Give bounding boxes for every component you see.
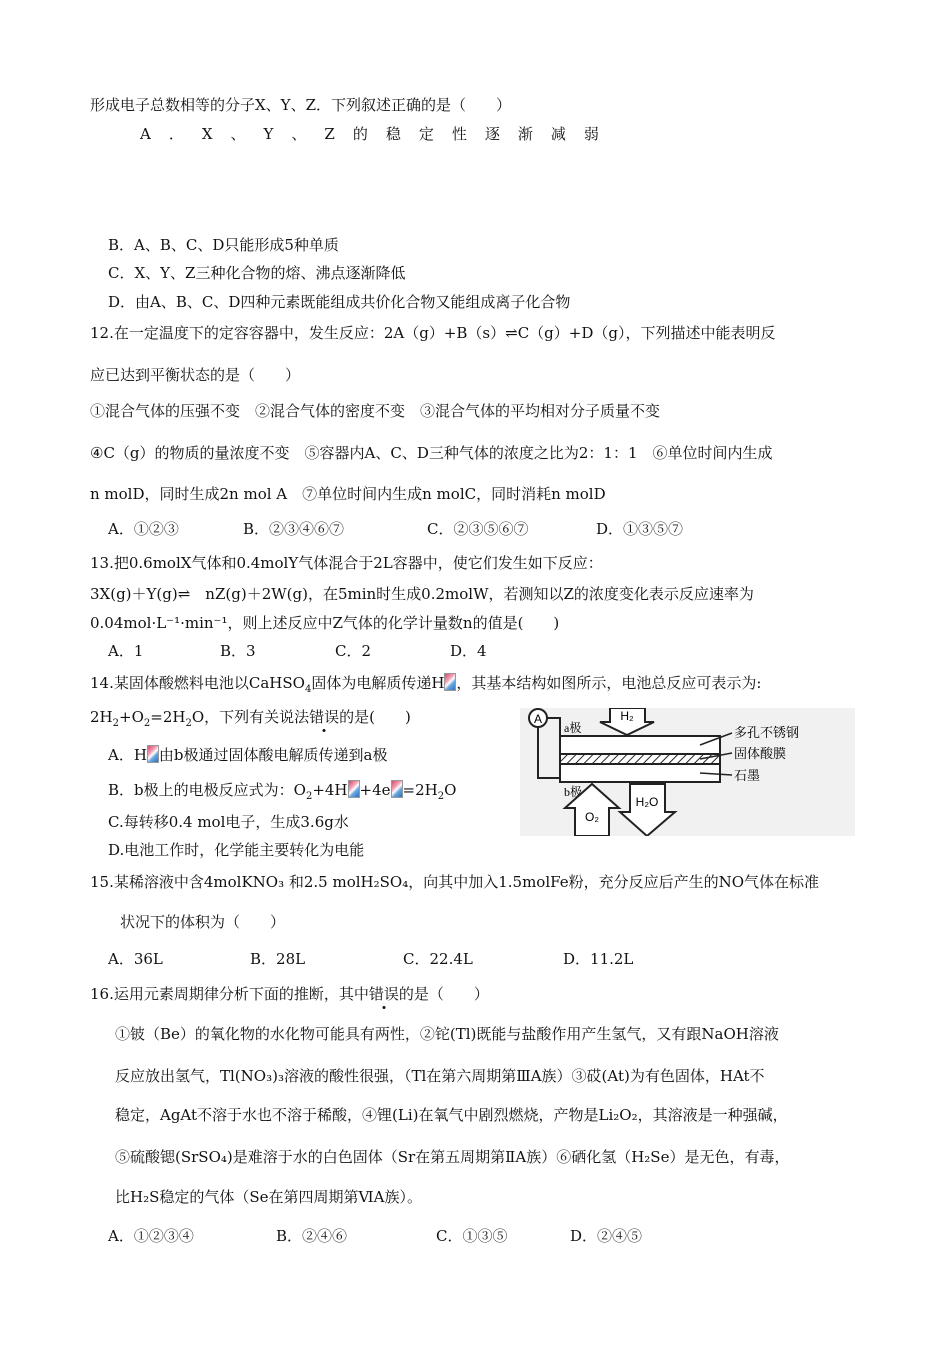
legend-porous-steel: 多孔不锈钢 bbox=[734, 725, 800, 740]
q14-stem-2: $2H_2+O_2=2H_2O$，下列有关说法错误的是( ) bbox=[90, 708, 411, 729]
q16-option-c: C．①③⑤ bbox=[436, 1227, 508, 1245]
q12-option-d: D．①③⑤⑦ bbox=[596, 520, 684, 538]
q12-stem-2: 应已达到平衡状态的是（ ） bbox=[90, 366, 301, 384]
electrode-a bbox=[560, 736, 720, 754]
q16-option-a: A．①②③④ bbox=[108, 1227, 194, 1245]
q13-stem-2: 3X(g)＋Y(g)⇌ nZ(g)＋2W(g)，在5min时生成0.2molW，若测知以Z的浓度变化表示反应速率为 bbox=[90, 585, 754, 603]
q16-option-d: D．②④⑤ bbox=[570, 1227, 643, 1245]
q15-stem-2: 状况下的体积为（ ） bbox=[120, 913, 286, 931]
ammeter-label: A bbox=[533, 712, 543, 726]
o2-label: O₂ bbox=[585, 810, 599, 824]
q12-option-b: B．②③④⑥⑦ bbox=[243, 520, 345, 538]
q11-option-d: D．由A、B、C、D四种元素既能组成共价化合物又能组成离子化合物 bbox=[108, 293, 571, 311]
legend-graphite: 石墨 bbox=[734, 768, 761, 783]
q12-conditions-2: ④C（g）的物质的量浓度不变 ⑤容器内A、C、D三种气体的浓度之比为2：1：1 ⑥单位时间内生成 bbox=[90, 444, 773, 462]
q13-option-a: A．1 bbox=[108, 642, 144, 660]
q13-option-b: B．3 bbox=[220, 642, 256, 660]
q14-option-b: B．b极上的电极反应式为：$O_2+4H +4e =2H_2O$ bbox=[108, 781, 457, 802]
h2-label: H₂ bbox=[620, 709, 634, 723]
emphasis-dots: 错误 bbox=[368, 985, 399, 1003]
q13-stem-3: 0.04mol·L⁻¹·min⁻¹，则上述反应中Z气体的化学计量数n的值是( ) bbox=[90, 614, 560, 632]
q15-option-a: A．36L bbox=[108, 950, 163, 968]
q14-option-a: A．H 由b极通过固体酸电解质传递到a极 bbox=[108, 746, 388, 764]
broken-image-icon bbox=[444, 673, 456, 691]
q12-stem-1: 12.在一定温度下的定容容器中，发生反应：2A（g）+B（s）⇌C（g）+D（g），下列描述中能表明反 bbox=[90, 324, 776, 342]
q12-conditions-3: n molD，同时生成2n mol A ⑦单位时间内生成n molC，同时消耗n molD bbox=[90, 485, 606, 503]
electrode-b bbox=[560, 764, 720, 782]
q14-option-d: D.电池工作时，化学能主要转化为电能 bbox=[108, 841, 365, 859]
emphasis-dots: 错误 bbox=[309, 708, 340, 726]
label-b-pole: b极 bbox=[564, 785, 583, 799]
q14-stem-1: 14.某固体酸燃料电池以CaHSO$_4$固体为电解质传递H ，其基本结构如图所示，电池总反应可表示为: bbox=[90, 674, 762, 695]
q16-body-1: ①铍（Be）的氧化物的水化物可能具有两性，②铊(Tl)既能与盐酸作用产生氢气，又有跟NaOH溶液 bbox=[115, 1025, 779, 1043]
q13-option-c: C．2 bbox=[335, 642, 372, 660]
q16-body-4: ⑤硫酸锶(SrSO₄)是难溶于水的白色固体（Sr在第五周期第ⅡA族）⑥硒化氢（H₂Se）是无色，有毒， bbox=[115, 1148, 790, 1166]
q12-conditions-1: ①混合气体的压强不变 ②混合气体的密度不变 ③混合气体的平均相对分子质量不变 bbox=[90, 402, 661, 420]
q11-option-b: B．A、B、C、D只能形成5种单质 bbox=[108, 236, 339, 254]
q16-body-3: 稳定，AgAt不溶于水也不溶于稀酸，④锂(Li)在氧气中剧烈燃烧，产物是Li₂O₂，其溶液是一种强碱， bbox=[115, 1106, 788, 1124]
q13-option-d: D．4 bbox=[450, 642, 487, 660]
q14-option-c: C.每转移0.4 mol电子，生成3.6g水 bbox=[108, 813, 349, 831]
q15-stem-1: 15.某稀溶液中含4molKNO₃ 和2.5 molH₂SO₄，向其中加入1.5molFe粉，充分反应后产生的NO气体在标准 bbox=[90, 873, 820, 891]
q16-option-b: B．②④⑥ bbox=[276, 1227, 348, 1245]
q11-stem-line: 形成电子总数相等的分子X、Y、Z．下列叙述正确的是（ ） bbox=[90, 96, 512, 114]
q15-option-b: B．28L bbox=[250, 950, 306, 968]
q15-option-c: C．22.4L bbox=[403, 950, 473, 968]
q16-stem: 16.运用元素周期律分析下面的推断，其中错误的是（ ） bbox=[90, 985, 489, 1003]
legend-solid-acid: 固体酸膜 bbox=[734, 746, 787, 761]
fuel-cell-diagram bbox=[520, 708, 855, 836]
h2o-label: H₂O bbox=[635, 795, 659, 809]
q11-option-c: C．X、Y、Z三种化合物的熔、沸点逐渐降低 bbox=[108, 264, 406, 282]
q16-body-2: 反应放出氢气，Tl(NO₃)₃溶液的酸性很强，（Tl在第六周期第ⅢA族）③砹(At)为有色固体，HAt不 bbox=[115, 1067, 765, 1085]
q16-body-5: 比H₂S稳定的气体（Se在第四周期第ⅥA族）。 bbox=[115, 1188, 422, 1206]
solid-acid-membrane bbox=[560, 754, 720, 764]
broken-image-icon bbox=[391, 780, 403, 798]
q12-option-c: C．②③⑤⑥⑦ bbox=[427, 520, 529, 538]
q13-stem-1: 13.把0.6molX气体和0.4molY气体混合于2L容器中，使它们发生如下反应： bbox=[90, 554, 603, 572]
broken-image-icon bbox=[348, 780, 360, 798]
label-a-pole: a极 bbox=[564, 721, 582, 735]
q15-option-d: D．11.2L bbox=[563, 950, 634, 968]
q12-option-a: A．①②③ bbox=[108, 520, 179, 538]
q11-option-a: A．X、Y、Z的稳定性逐渐减弱 bbox=[140, 125, 617, 143]
broken-image-icon bbox=[147, 745, 159, 763]
